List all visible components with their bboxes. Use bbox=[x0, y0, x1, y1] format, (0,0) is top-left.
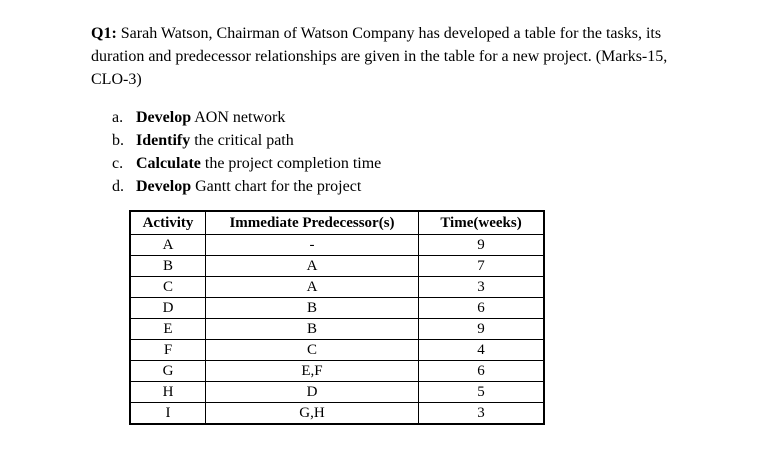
cell-predecessor: C bbox=[206, 340, 419, 361]
task-item bbox=[112, 175, 381, 198]
cell-predecessor: A bbox=[206, 277, 419, 298]
question-label: Q1: bbox=[91, 25, 117, 42]
table-row bbox=[130, 256, 544, 277]
cell-activity: I bbox=[130, 403, 206, 425]
cell-activity: B bbox=[130, 256, 206, 277]
cell-time: 9 bbox=[419, 319, 545, 340]
task-text: the critical path bbox=[190, 132, 294, 149]
cell-activity: E bbox=[130, 319, 206, 340]
cell-time: 5 bbox=[419, 382, 545, 403]
table-row bbox=[130, 340, 544, 361]
header-time: Time(weeks) bbox=[419, 211, 545, 235]
table-row bbox=[130, 298, 544, 319]
task-text: AON network bbox=[191, 109, 286, 126]
header-activity: Activity bbox=[130, 211, 206, 235]
cell-activity: C bbox=[130, 277, 206, 298]
cell-activity: F bbox=[130, 340, 206, 361]
task-marker: c. bbox=[112, 155, 124, 172]
cell-time: 6 bbox=[419, 298, 545, 319]
table-row bbox=[130, 382, 544, 403]
header-predecessor: Immediate Predecessor(s) bbox=[206, 211, 419, 235]
cell-activity: D bbox=[130, 298, 206, 319]
task-item bbox=[112, 129, 381, 152]
task-marker: b. bbox=[112, 132, 124, 149]
question-paragraph bbox=[91, 22, 691, 91]
task-list bbox=[112, 106, 381, 198]
task-text: the project completion time bbox=[200, 155, 382, 172]
task-item bbox=[112, 106, 381, 129]
cell-predecessor: D bbox=[206, 382, 419, 403]
task-verb: Identify bbox=[136, 132, 191, 149]
question-text: Sarah Watson, Chairman of Watson Company has developed a table for the tasks, its duration and predecessor relationships are given in the table for a new project. (Marks-15, CLO-3) bbox=[91, 25, 668, 88]
cell-time: 9 bbox=[419, 235, 545, 256]
cell-predecessor: B bbox=[206, 319, 419, 340]
cell-activity: H bbox=[130, 382, 206, 403]
activity-table bbox=[129, 210, 545, 425]
cell-predecessor: - bbox=[206, 235, 419, 256]
cell-predecessor: A bbox=[206, 256, 419, 277]
task-verb: Calculate bbox=[136, 155, 201, 172]
cell-time: 6 bbox=[419, 361, 545, 382]
task-verb: Develop bbox=[136, 178, 192, 195]
cell-time: 7 bbox=[419, 256, 545, 277]
table-row bbox=[130, 277, 544, 298]
table-row bbox=[130, 361, 544, 382]
table-header-row bbox=[130, 211, 544, 235]
task-item bbox=[112, 152, 381, 175]
cell-predecessor: E,F bbox=[206, 361, 419, 382]
table-row bbox=[130, 319, 544, 340]
task-marker: d. bbox=[112, 178, 124, 195]
cell-activity: G bbox=[130, 361, 206, 382]
table-row bbox=[130, 403, 544, 425]
cell-predecessor: G,H bbox=[206, 403, 419, 425]
task-marker: a. bbox=[112, 109, 124, 126]
cell-activity: A bbox=[130, 235, 206, 256]
cell-time: 4 bbox=[419, 340, 545, 361]
table-row bbox=[130, 235, 544, 256]
task-text: Gantt chart for the project bbox=[191, 178, 362, 195]
cell-time: 3 bbox=[419, 403, 545, 425]
task-verb: Develop bbox=[136, 109, 192, 126]
cell-predecessor: B bbox=[206, 298, 419, 319]
cell-time: 3 bbox=[419, 277, 545, 298]
